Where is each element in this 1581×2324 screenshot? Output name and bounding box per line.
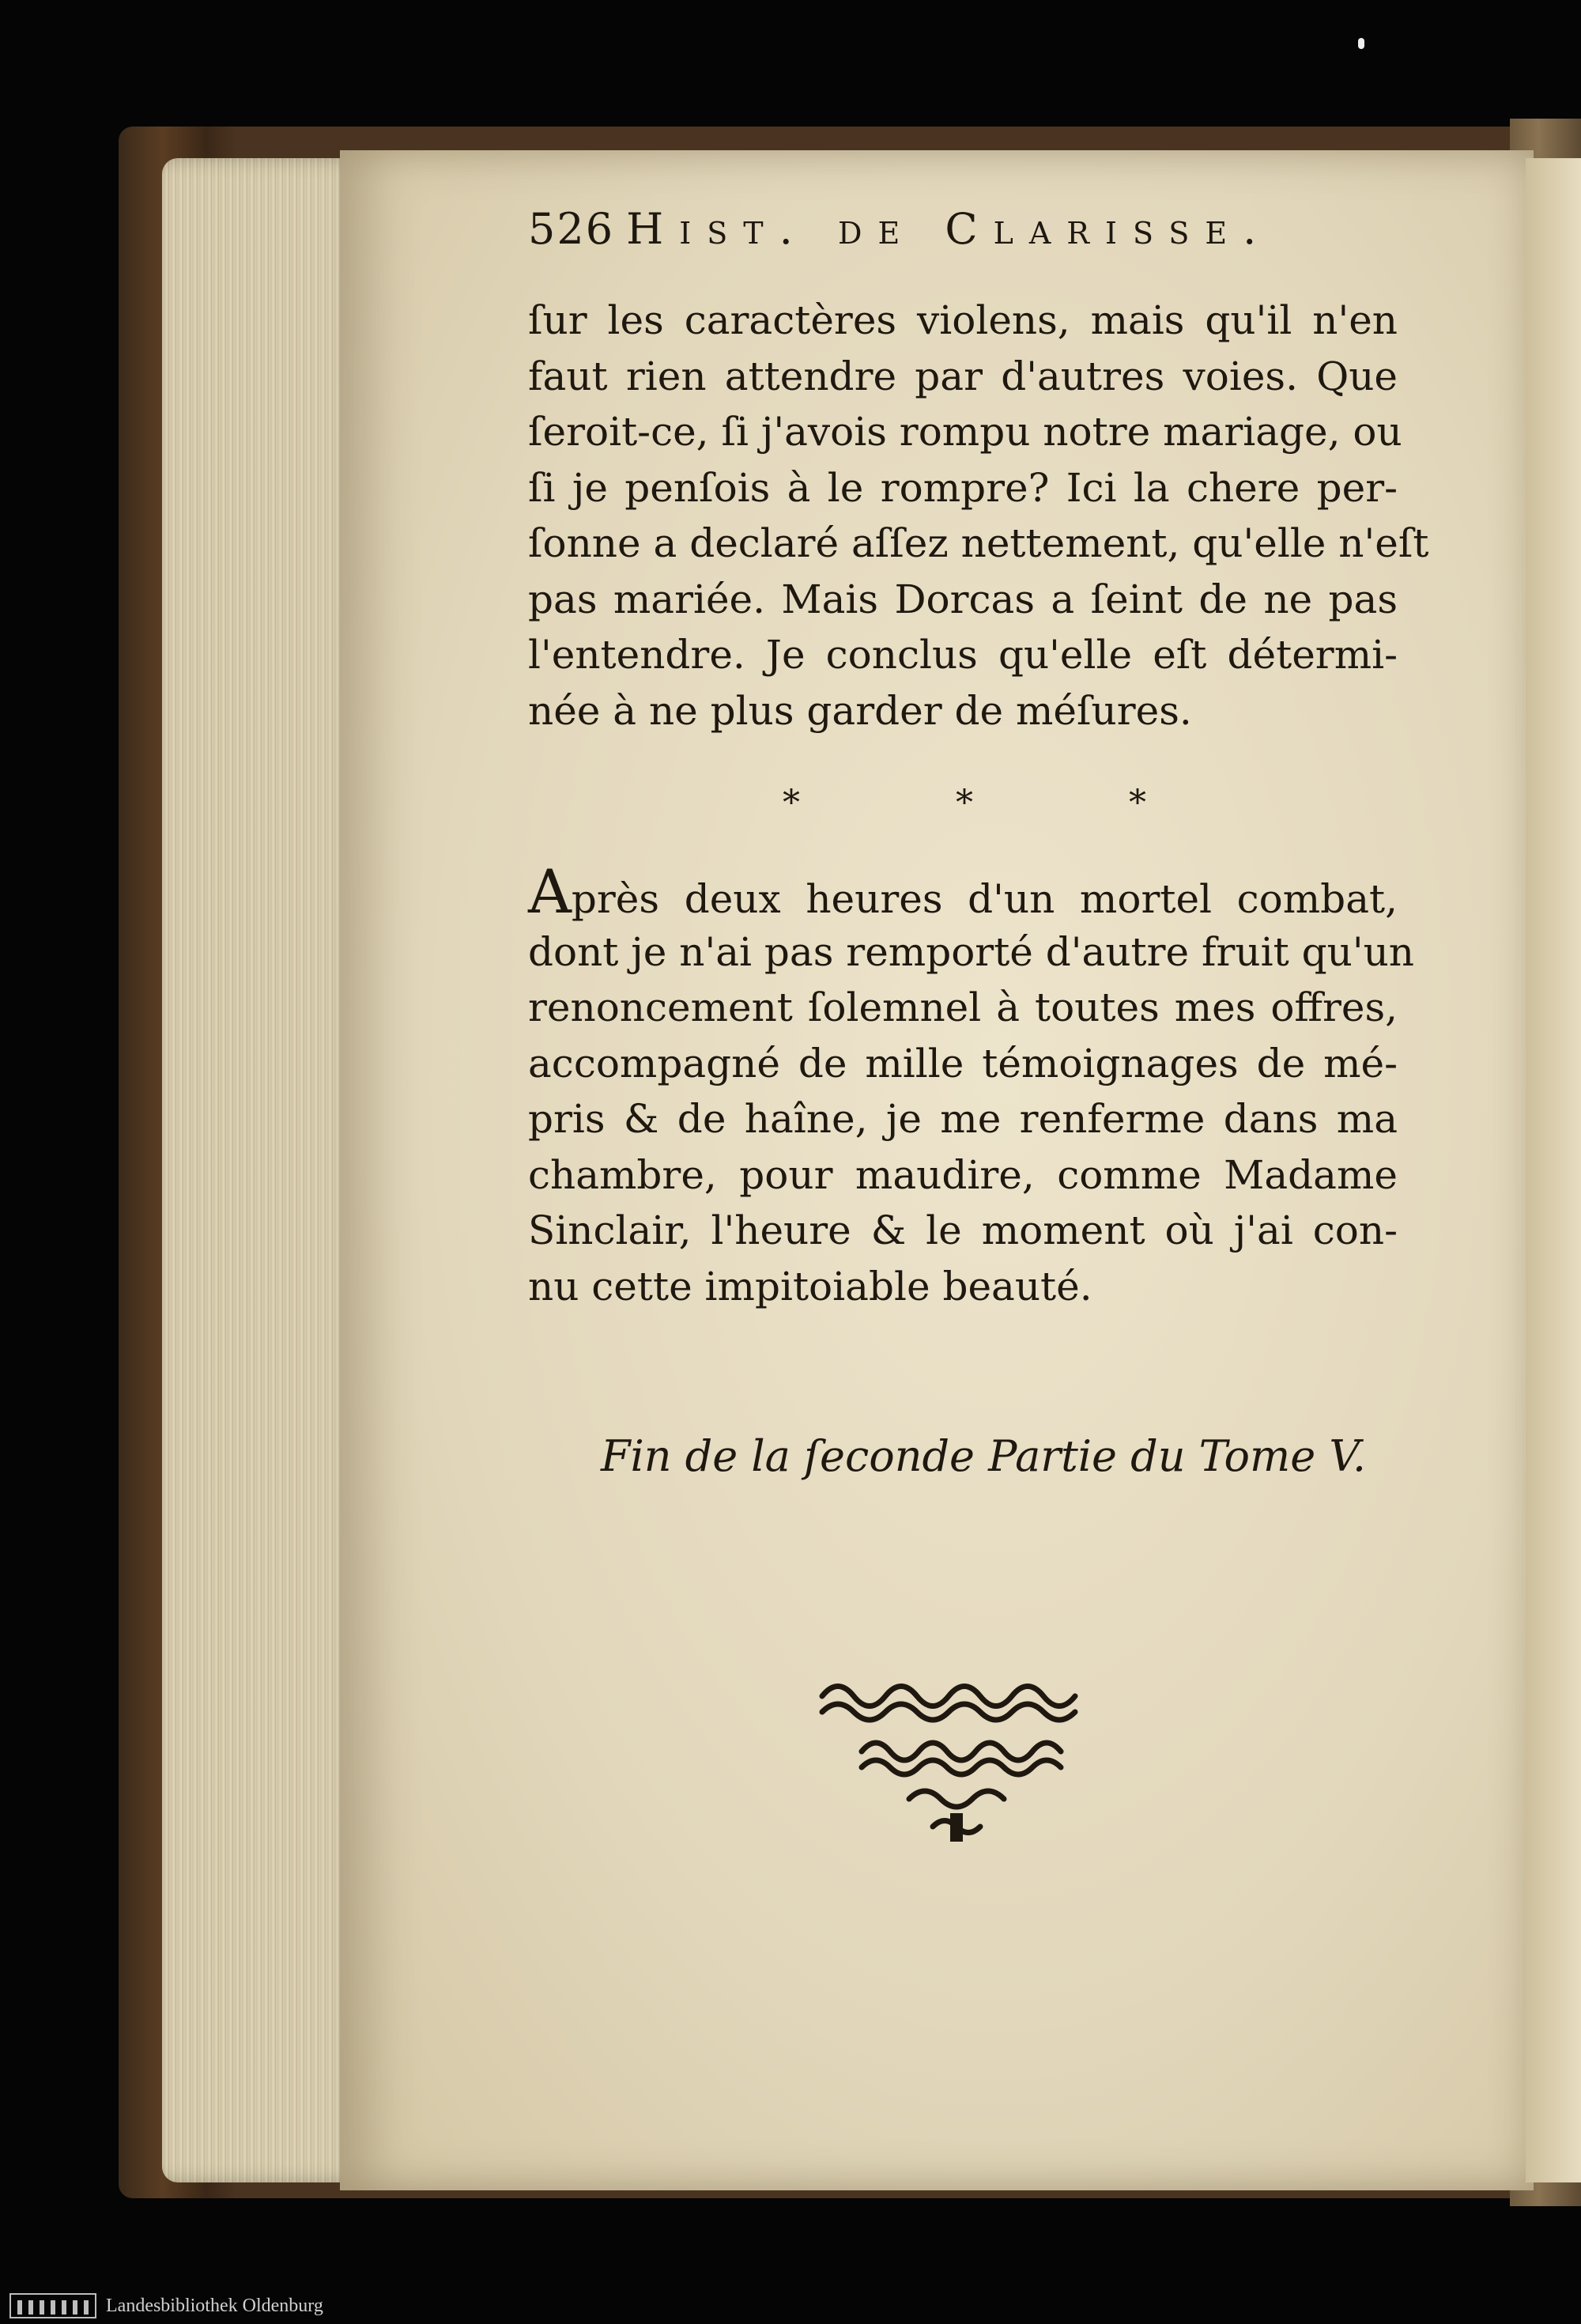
speck [1358, 38, 1364, 49]
library-logo [9, 2293, 96, 2318]
text-line: l'entendre. Je conclus qu'elle eſt détermi- [528, 632, 1398, 678]
text-line: pas mariée. Mais Dorcas a ſeint de ne pas [528, 576, 1398, 622]
text-line: ſur les caractères violens, mais qu'il n'en [528, 297, 1398, 343]
text-line: pris & de haîne, je me renferme dans ma [528, 1096, 1398, 1142]
text-line: ſi je penſois à le rompre? Ici la chere per- [528, 464, 1398, 511]
text-line: née à ne plus garder de méſures. [528, 687, 1192, 734]
running-head [528, 204, 1398, 267]
page-number: 526 [528, 204, 615, 254]
running-title: Hist. de Clarisse. [626, 204, 1273, 254]
text-line: près deux heures d'un mortel combat, [571, 876, 1398, 922]
text-line: ſeroit-ce, ſi j'avois rompu notre mariage, ou [528, 409, 1402, 455]
drop-cap: A [528, 856, 572, 927]
text-line: ſonne a declaré aſſez nettement, qu'elle n'eſt [528, 520, 1429, 566]
text-line: nu cette impitoiable beauté. [528, 1263, 1092, 1309]
separator-star: * [783, 783, 800, 823]
separator-star: * [1129, 783, 1146, 823]
text-line: renoncement ſolemnel à toutes mes offres, [528, 984, 1398, 1030]
library-label: Landesbibliothek Oldenburg [106, 2296, 323, 2316]
text-line-first [528, 856, 1398, 927]
paragraph-2 [528, 856, 1414, 1314]
closing-line: Fin de la ſeconde Partie du Tome V. [601, 1431, 1367, 1481]
paragraph-1 [528, 293, 1429, 739]
text-line: Sinclair, l'heure & le moment où j'ai con- [528, 1207, 1398, 1253]
text-line: faut rien attendre par d'autres voies. Que [528, 353, 1398, 399]
facing-page-edge [1526, 158, 1581, 2182]
section-separator [783, 783, 1146, 830]
printer-ornament [814, 1672, 1099, 1846]
text-line: dont je n'ai pas remporté d'autre fruit qu'un [528, 928, 1414, 975]
text-line: chambre, pour maudire, comme Madame [528, 1151, 1398, 1198]
text-line: accompagné de mille témoignages de mé- [528, 1040, 1398, 1086]
page-edges [162, 158, 360, 2182]
separator-star: * [956, 783, 973, 823]
